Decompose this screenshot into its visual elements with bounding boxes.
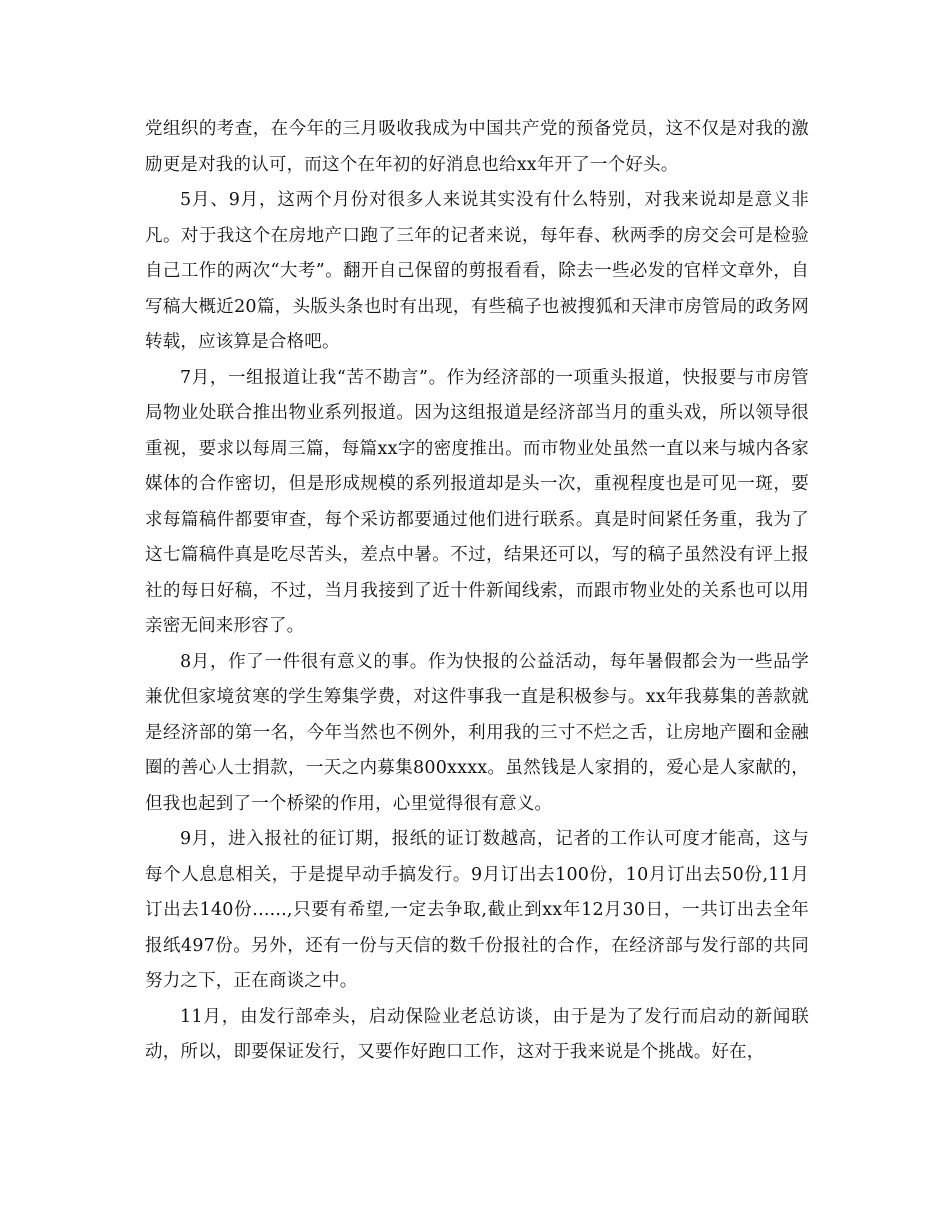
document-body (145, 112, 809, 1071)
paragraph-july: 7月，一组报道让我“苦不勘言”。作为经济部的一项重头报道，快报要与市房管局物业处联合推出物业系列报道。因为这组报道是经济部当月的重头戏，所以领导很重视，要求以每周三篇，每篇xx字的密度推出。而市物业处虽然一直以来与城内各家媒体的合作密切，但是形成规模的系列报道却是头一次，重视程度也是可见一斑，要求每篇稿件都要审查，每个采访都要通过他们进行联系。真是时间紧任务重，我为了这七篇稿件真是吃尽苦头，差点中暑。不过，结果还可以，写的稿子虽然没有评上报社的每日好稿，不过，当月我接到了近十件新闻线索，而跟市物业处的关系也可以用亲密无间来形容了。 (145, 367, 809, 636)
paragraph-september: 9月，进入报社的征订期，报纸的证订数越高，记者的工作认可度才能高，这与每个人息息相关，于是提早动手搞发行。9月订出去100份，10月订出去50份,11月订出去140份......,只要有希望,一定去争取,截止到xx年12月30日，一共订出去全年报纸497份。另外，还有一份与天信的数千份报社的合作，在经济部与发行部的共同努力之下，正在商谈之中。 (145, 829, 809, 991)
paragraph-august: 8月，作了一件很有意义的事。作为快报的公益活动，每年暑假都会为一些品学兼优但家境贫寒的学生筹集学费，对这件事我一直是积极参与。xx年我募集的善款就是经济部的第一名，今年当然也不例外，利用我的三寸不烂之舌，让房地产圈和金融圈的善心人士捐款，一天之内募集800xxxx。虽然钱是人家捐的，爱心是人家献的，但我也起到了一个桥梁的作用，心里觉得很有意义。 (145, 651, 809, 814)
paragraph-november: 11月，由发行部牵头，启动保险业老总访谈，由于是为了发行而启动的新闻联动，所以，即要保证发行，又要作好跑口工作，这对于我来说是个挑战。好在， (145, 1006, 809, 1062)
paragraph-may-september: 5月、9月，这两个月份对很多人来说其实没有什么特别，对我来说却是意义非凡。对于我这个在房地产口跑了三年的记者来说，每年春、秋两季的房交会可是检验自己工作的两次“大考”。翻开自己保留的剪报看看，除去一些必发的官样文章外，自写稿大概近20篇，头版头条也时有出现，有些稿子也被搜狐和天津市房管局的政务网转载，应该算是合格吧。 (145, 190, 809, 352)
paragraph-continuation: 党组织的考查，在今年的三月吸收我成为中国共产党的预备党员，这不仅是对我的激励更是对我的认可，而这个在年初的好消息也给xx年开了一个好头。 (145, 119, 809, 175)
